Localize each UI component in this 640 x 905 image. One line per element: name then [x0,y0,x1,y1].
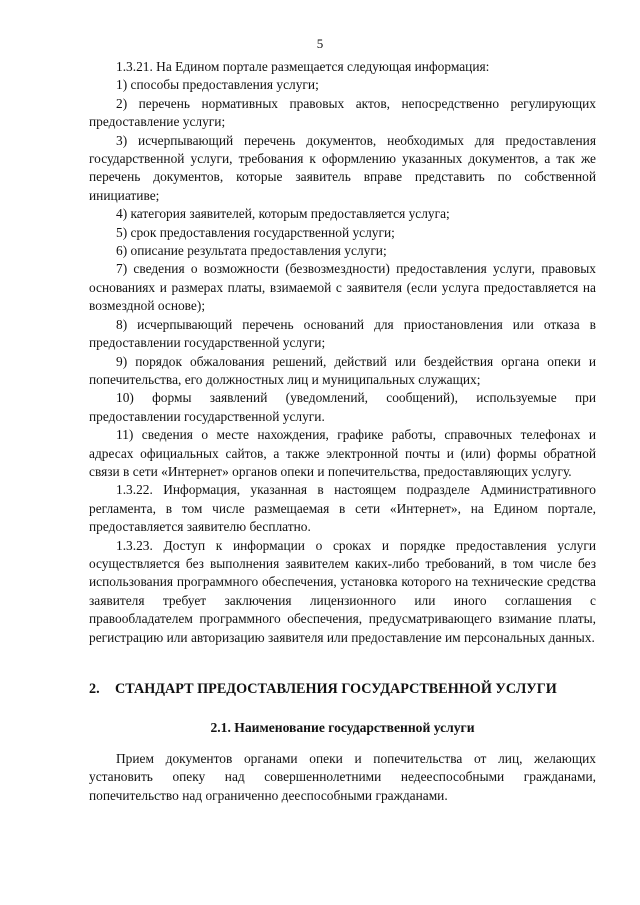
list-item-8: 8) исчерпывающий перечень оснований для приостановления или отказа в предоставлении государственной услуги; [89,316,596,351]
page-number: 5 [316,36,324,51]
paragraph-1-3-23: 1.3.23. Доступ к информации о сроках и порядке предоставления услуги осуществляется без выполнения заявителем каких-либо требований, в том числе без использования программного обеспечения, установка которого на технические средства заявителя требует заключения лицензионного или иного соглашения с правообладателем программного обеспечения, предусматривающего взимание платы, регистрацию или авторизацию заявителя или предоставление им персональных данных. [89,537,596,645]
paragraph-1-3-22: 1.3.22. Информация, указанная в настоящем подразделе Административного регламента, в том числе размещаемая в сети «Интернет», на Едином портале, предоставляется заявителю бесплатно. [89,482,596,535]
list-item-11: 11) сведения о месте нахождения, графике работы, справочных телефонах и адресах официальных сайтов, а также электронной почты и (или) формы обратной связи в сети «Интернет» органов опеки и попечительства, предоставляющих услугу. [89,427,596,479]
list-item-10: 10) формы заявлений (уведомлений, сообщений), используемые при предоставлении государственной услуги. [89,390,596,424]
list-item-9: 9) порядок обжалования решений, действий или бездействия органа опеки и попечительства, его должностных лиц и муниципальных служащих; [89,353,596,387]
list-item-1: 1) способы предоставления услуги; [116,77,319,93]
list-item-7: 7) сведения о возможности (безвозмездности) предоставления услуги, правовых основаниях и размерах платы, взимаемой с заявителя (если услуга предоставляется на возмездной основе); [89,261,596,314]
body-text [89,58,596,647]
service-name-paragraph: Прием документов органами опеки и попечительства от лиц, желающих установить опеку над совершеннолетними недееспособными гражданами, попечительство над ограниченно дееспособными гражданами. [89,751,596,803]
subsection-heading: 2.1. Наименование государственной услуги [210,720,475,735]
list-item-3: 3) исчерпывающий перечень документов, необходимых для предоставления государственной услуги, требования к оформлению указанных документов, а так же перечень документов, которые заявитель вправе представить по собственной инициативе; [89,132,596,203]
section-number: 2. [89,681,100,697]
list-item-4: 4) категория заявителей, которым предоставляется услуга; [116,206,450,222]
list-item-2: 2) перечень нормативных правовых актов, непосредственно регулирующих предоставление услуги; [89,95,596,130]
paragraph-1-3-21: 1.3.21. На Едином портале размещается следующая информация: [116,59,490,74]
section-heading [89,680,596,698]
list-item-6: 6) описание результата предоставления услуги; [116,243,387,259]
section-title: СТАНДАРТ ПРЕДОСТАВЛЕНИЯ ГОСУДАРСТВЕННОЙ УСЛУГИ [115,681,557,697]
list-item-5: 5) срок предоставления государственной услуги; [116,224,395,240]
